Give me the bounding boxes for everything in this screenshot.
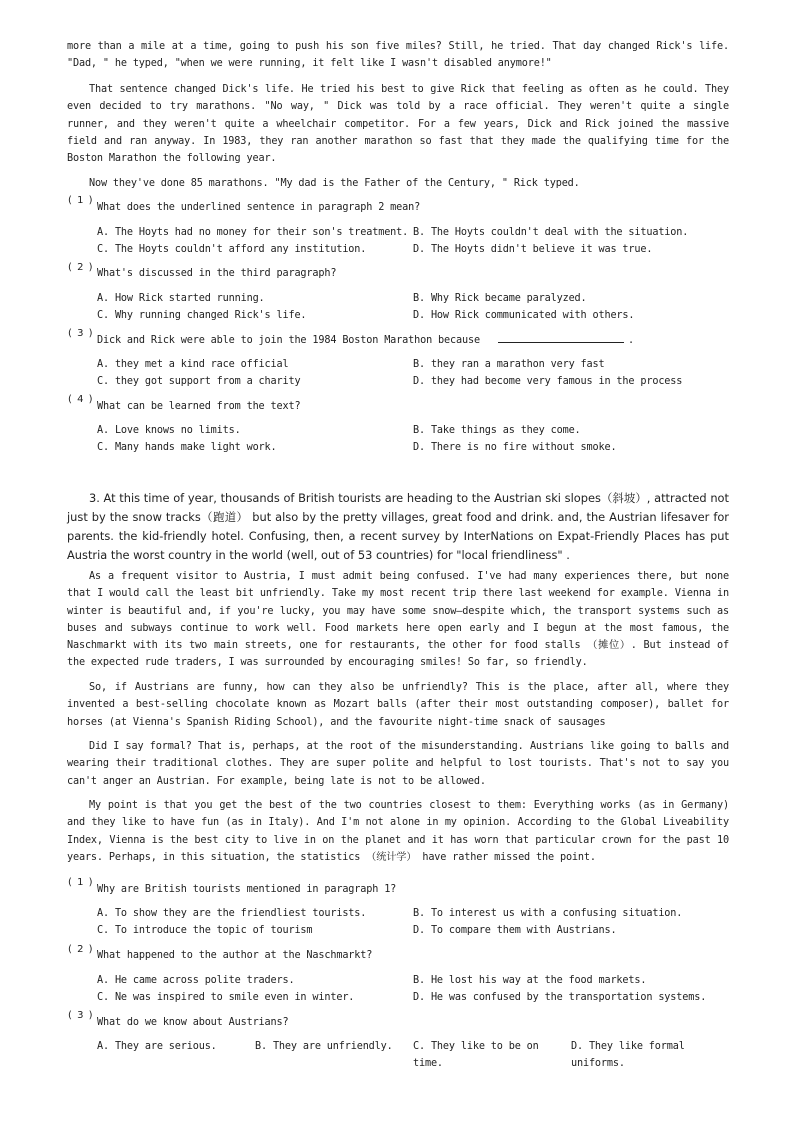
question-end: . <box>627 335 634 346</box>
option-a[interactable]: A. The Hoyts had no money for their son's treatment. <box>97 227 409 238</box>
option-d[interactable]: D. They like formal uniforms. <box>571 1041 685 1070</box>
question-number: ( 3 ) <box>68 328 94 339</box>
option-b[interactable]: B. They are unfriendly. <box>255 1041 393 1052</box>
option-b[interactable]: B. To interest us with a confusing situation. <box>413 908 683 919</box>
option-c[interactable]: C. Ne was inspired to smile even in winter. <box>97 992 355 1003</box>
option-c[interactable]: C. Why running changed Rick's life. <box>97 310 307 321</box>
question-text: What do we know about Austrians? <box>97 1017 289 1028</box>
option-c[interactable]: C. They like to be on time. <box>413 1041 539 1070</box>
question-number: ( 1 ) <box>68 877 94 888</box>
passage3-intro: 3. At this time of year, thousands of British tourists are heading to the Austrian ski slopes（斜坡）, attracted not just by the snow tracks（跑道） but also by the pretty villages, great food and drink. and, the Austrian lifesaver for parents. the kid-friendly hotel. Confusing, then, a recent survey by InterNations on Expat-Friendly Places has put Austria the worst country in the world (well, out of 53 countries) for "local friendliness" . <box>67 491 729 562</box>
passage3-paragraph-3: So, if Austrians are funny, how can they also be unfriendly? This is the place, after all, where they invented a best-selling chocolate known as Mozart balls (after their most outstanding composer), ballet for horses (at Vienna's Spanish Riding School), and the favourite night-time snack of sausages <box>67 682 729 728</box>
question-text: What happened to the author at the Naschmarkt? <box>97 950 373 961</box>
option-a[interactable]: A. He came across polite traders. <box>97 975 295 986</box>
question-number: ( 2 ) <box>68 944 94 955</box>
option-a[interactable]: A. They are serious. <box>97 1041 217 1052</box>
question-number: ( 4 ) <box>68 394 94 405</box>
passage2-paragraph-2: That sentence changed Dick's life. He tried his best to give Rick that feeling as often as he could. They even decided to try marathons. "No way, " Dick was told by a race official. They weren't quite a single runner, and they weren't quite a wheelchair competitor. For a few years, Dick and Rick joined the massive field and ran anyway. In 1983, they ran another marathon so fast that they made the qualifying time for the Boston Marathon the following year. <box>67 84 729 165</box>
question-text: What can be learned from the text? <box>97 401 301 412</box>
passage2-paragraph-1-tail: more than a mile at a time, going to push his son five miles? Still, he tried. That day changed Rick's life. "Dad, " he typed, "when we were running, it felt like I wasn't disabled anymore!" <box>67 41 729 70</box>
option-d[interactable]: D. He was confused by the transportation systems. <box>413 992 707 1003</box>
option-b[interactable]: B. they ran a marathon very fast <box>413 359 605 370</box>
question-number: ( 1 ) <box>68 195 94 206</box>
option-c[interactable]: C. they got support from a charity <box>97 376 301 387</box>
option-c[interactable]: C. The Hoyts couldn't afford any institution. <box>97 244 367 255</box>
passage3-paragraph-5: My point is that you get the best of the two countries closest to them: Everything works (as in Germany) and they like to have fun (as in Italy). And I'm not alone in my opinion. According to the Global Liveability Index, Vienna is the best city to live in on the planet and it has worn that particular crown for the past 10 years. Perhaps, in this situation, the statistics （统计学） have rather missed the point. <box>67 800 729 863</box>
question-text: What's discussed in the third paragraph? <box>97 268 337 279</box>
option-a[interactable]: A. Love knows no limits. <box>97 425 241 436</box>
option-d[interactable]: D. There is no fire without smoke. <box>413 442 617 453</box>
question-number: ( 3 ) <box>68 1010 94 1021</box>
option-b[interactable]: B. Why Rick became paralyzed. <box>413 293 587 304</box>
passage2-paragraph-3: Now they've done 85 marathons. "My dad is the Father of the Century, " Rick typed. <box>89 178 580 189</box>
option-b[interactable]: B. The Hoyts couldn't deal with the situation. <box>413 227 689 238</box>
option-a[interactable]: A. How Rick started running. <box>97 293 265 304</box>
passage3-paragraph-2: As a frequent visitor to Austria, I must admit being confused. I've had many experiences there, but none that I would call the least bit unfriendly. Take my most recent trip there last weekend for example. Vienna in winter is beautiful and, if you're lucky, you may have some snow—despite which, the transport systems such as buses and subways continue to work well. Food markets here open early and I begun at the most famous, the Naschmarkt with its two main streets, one for restaurants, the other for food stalls （摊位）. But instead of the expected rude traders, I was surrounded by encouraging smiles! So far, so friendly. <box>67 571 729 669</box>
option-b[interactable]: B. He lost his way at the food markets. <box>413 975 647 986</box>
option-d[interactable]: D. The Hoyts didn't believe it was true. <box>413 244 653 255</box>
passage3-paragraph-4: Did I say formal? That is, perhaps, at the root of the misunderstanding. Austrians like going to balls and wearing their traditional clothes. They are super polite and helpful to lost tourists. That's not to say you can't anger an Austrian. For example, being late is not to be allowed. <box>67 741 729 787</box>
option-d[interactable]: D. To compare them with Austrians. <box>413 925 617 936</box>
option-d[interactable]: D. they had become very famous in the process <box>413 376 683 387</box>
option-d[interactable]: D. How Rick communicated with others. <box>413 310 635 321</box>
option-a[interactable]: A. To show they are the friendliest tourists. <box>97 908 367 919</box>
option-a[interactable]: A. they met a kind race official <box>97 359 289 370</box>
question-line <box>97 332 634 349</box>
option-b[interactable]: B. Take things as they come. <box>413 425 581 436</box>
question-text: Why are British tourists mentioned in paragraph 1? <box>97 884 397 895</box>
question-text: What does the underlined sentence in paragraph 2 mean? <box>97 202 421 213</box>
option-c[interactable]: C. Many hands make light work. <box>97 442 277 453</box>
question-text: Dick and Rick were able to join the 1984 Boston Marathon because <box>97 335 480 346</box>
option-c[interactable]: C. To introduce the topic of tourism <box>97 925 313 936</box>
answer-blank[interactable] <box>498 332 624 343</box>
question-number: ( 2 ) <box>68 262 94 273</box>
